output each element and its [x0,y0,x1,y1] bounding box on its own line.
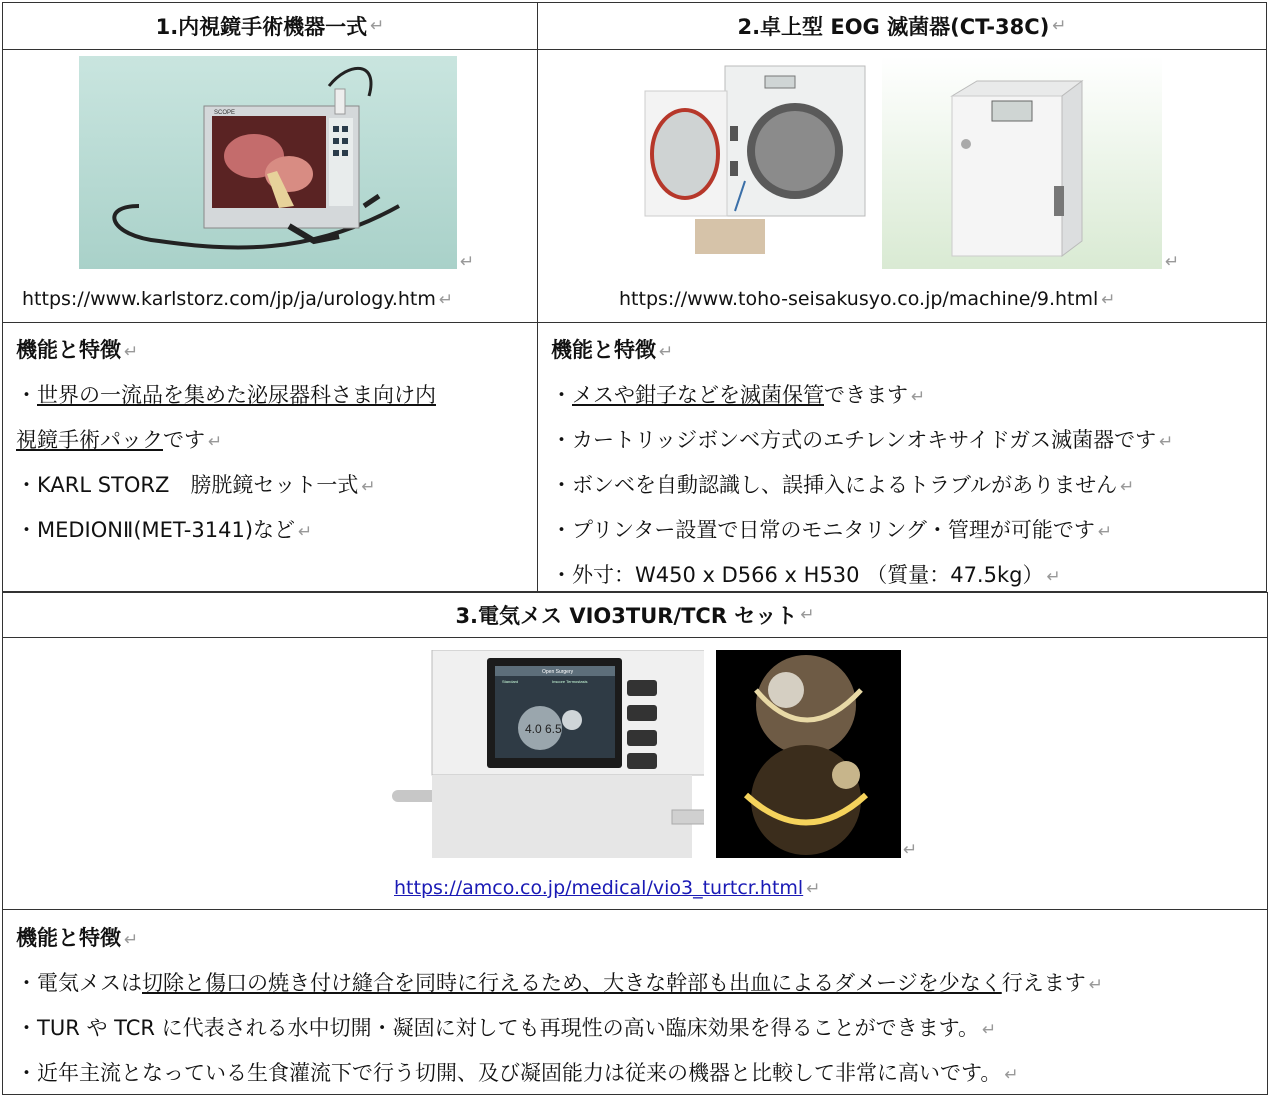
section2-bullet3: ・ボンベを自動認識し、誤挿入によるトラブルがありません ↵ [551,473,1135,497]
return-mark: ↵ [1165,252,1180,272]
section2-bullet5: ・外寸：W450 x D566 x H530 （質量：47.5kg） ↵ [551,563,1061,587]
section2-header [537,2,1267,50]
section3-header [2,592,1268,638]
endoscope-tower-image [79,56,457,269]
device-screen-title: Open Surgery [542,669,574,675]
electrosurgical-unit-image [392,650,704,858]
section3-feature-title: 機能と特徴 ↵ [16,926,139,950]
section1-title: 1.内視鏡手術機器一式 [155,15,368,39]
section3-title: 3.電気メス VIO3TUR/TCR セット [455,604,798,628]
section3-url[interactable]: https://amco.co.jp/medical/vio3_turtcr.html ↵ [394,877,821,899]
section2-feature-title: 機能と特徴 ↵ [551,338,674,362]
return-mark: ↵ [460,252,475,272]
section3-bullet1: ・電気メスは切除と傷口の焼き付け縫合を同時に行えるため、大きな幹部も出血によるダメージを少なく行えます ↵ [16,971,1103,995]
section2-bullet2: ・カートリッジボンベ方式のエチレンオキサイドガス滅菌器です ↵ [551,428,1174,452]
section1-bullet1: ・世界の一流品を集めた泌尿器科さま向け内 [16,383,436,407]
return-mark: ↵ [1052,16,1067,36]
device-tab-standard: Standard [502,679,519,684]
section2-bullet1: ・メスや鉗子などを滅菌保管できます ↵ [551,383,926,407]
section3-url-link[interactable]: https://amco.co.jp/medical/vio3_turtcr.html [394,877,804,899]
section1-bullet3: ・MEDIONⅡ(MET-3141)など ↵ [16,518,313,542]
section3-bullet2: ・TUR や TCR に代表される水中切開・凝固に対しても再現性の高い臨床効果を得ることができます。 ↵ [16,1016,997,1040]
section3-bullet3: ・近年主流となっている生食灌流下で行う切開、及び凝固能力は従来の機器と比較して非常に高いです。 ↵ [16,1061,1019,1085]
section2-title: 2.卓上型 EOG 滅菌器(CT-38C) [737,15,1050,39]
section1-bullet2: ・KARL STORZ 膀胱鏡セット一式 ↵ [16,473,376,497]
return-mark: ↵ [903,840,918,860]
return-mark: ↵ [370,16,385,36]
endoscopic-view-image [716,650,901,858]
section1-url[interactable]: https://www.karlstorz.com/jp/ja/urology.htm ↵ [22,288,454,310]
device-tab-termostasis: Inscore Termostasis [552,679,588,684]
device-value-coag: 6.5 [545,722,562,736]
sterilizer-open-image [640,56,870,269]
device-value-cut: 4.0 [525,722,542,736]
section1-header [2,2,538,50]
sterilizer-closed-image [882,56,1162,269]
section1-feature-title: 機能と特徴 ↵ [16,338,139,362]
return-mark: ↵ [800,605,815,625]
section2-bullet4: ・プリンター設置で日常のモニタリング・管理が可能です ↵ [551,518,1113,542]
section1-bullet1-cont: 視鏡手術パックです ↵ [16,428,223,452]
section2-url[interactable]: https://www.toho-seisakusyo.co.jp/machine/9.html ↵ [619,288,1116,310]
monitor-logo-text: SCOPE [214,110,236,116]
